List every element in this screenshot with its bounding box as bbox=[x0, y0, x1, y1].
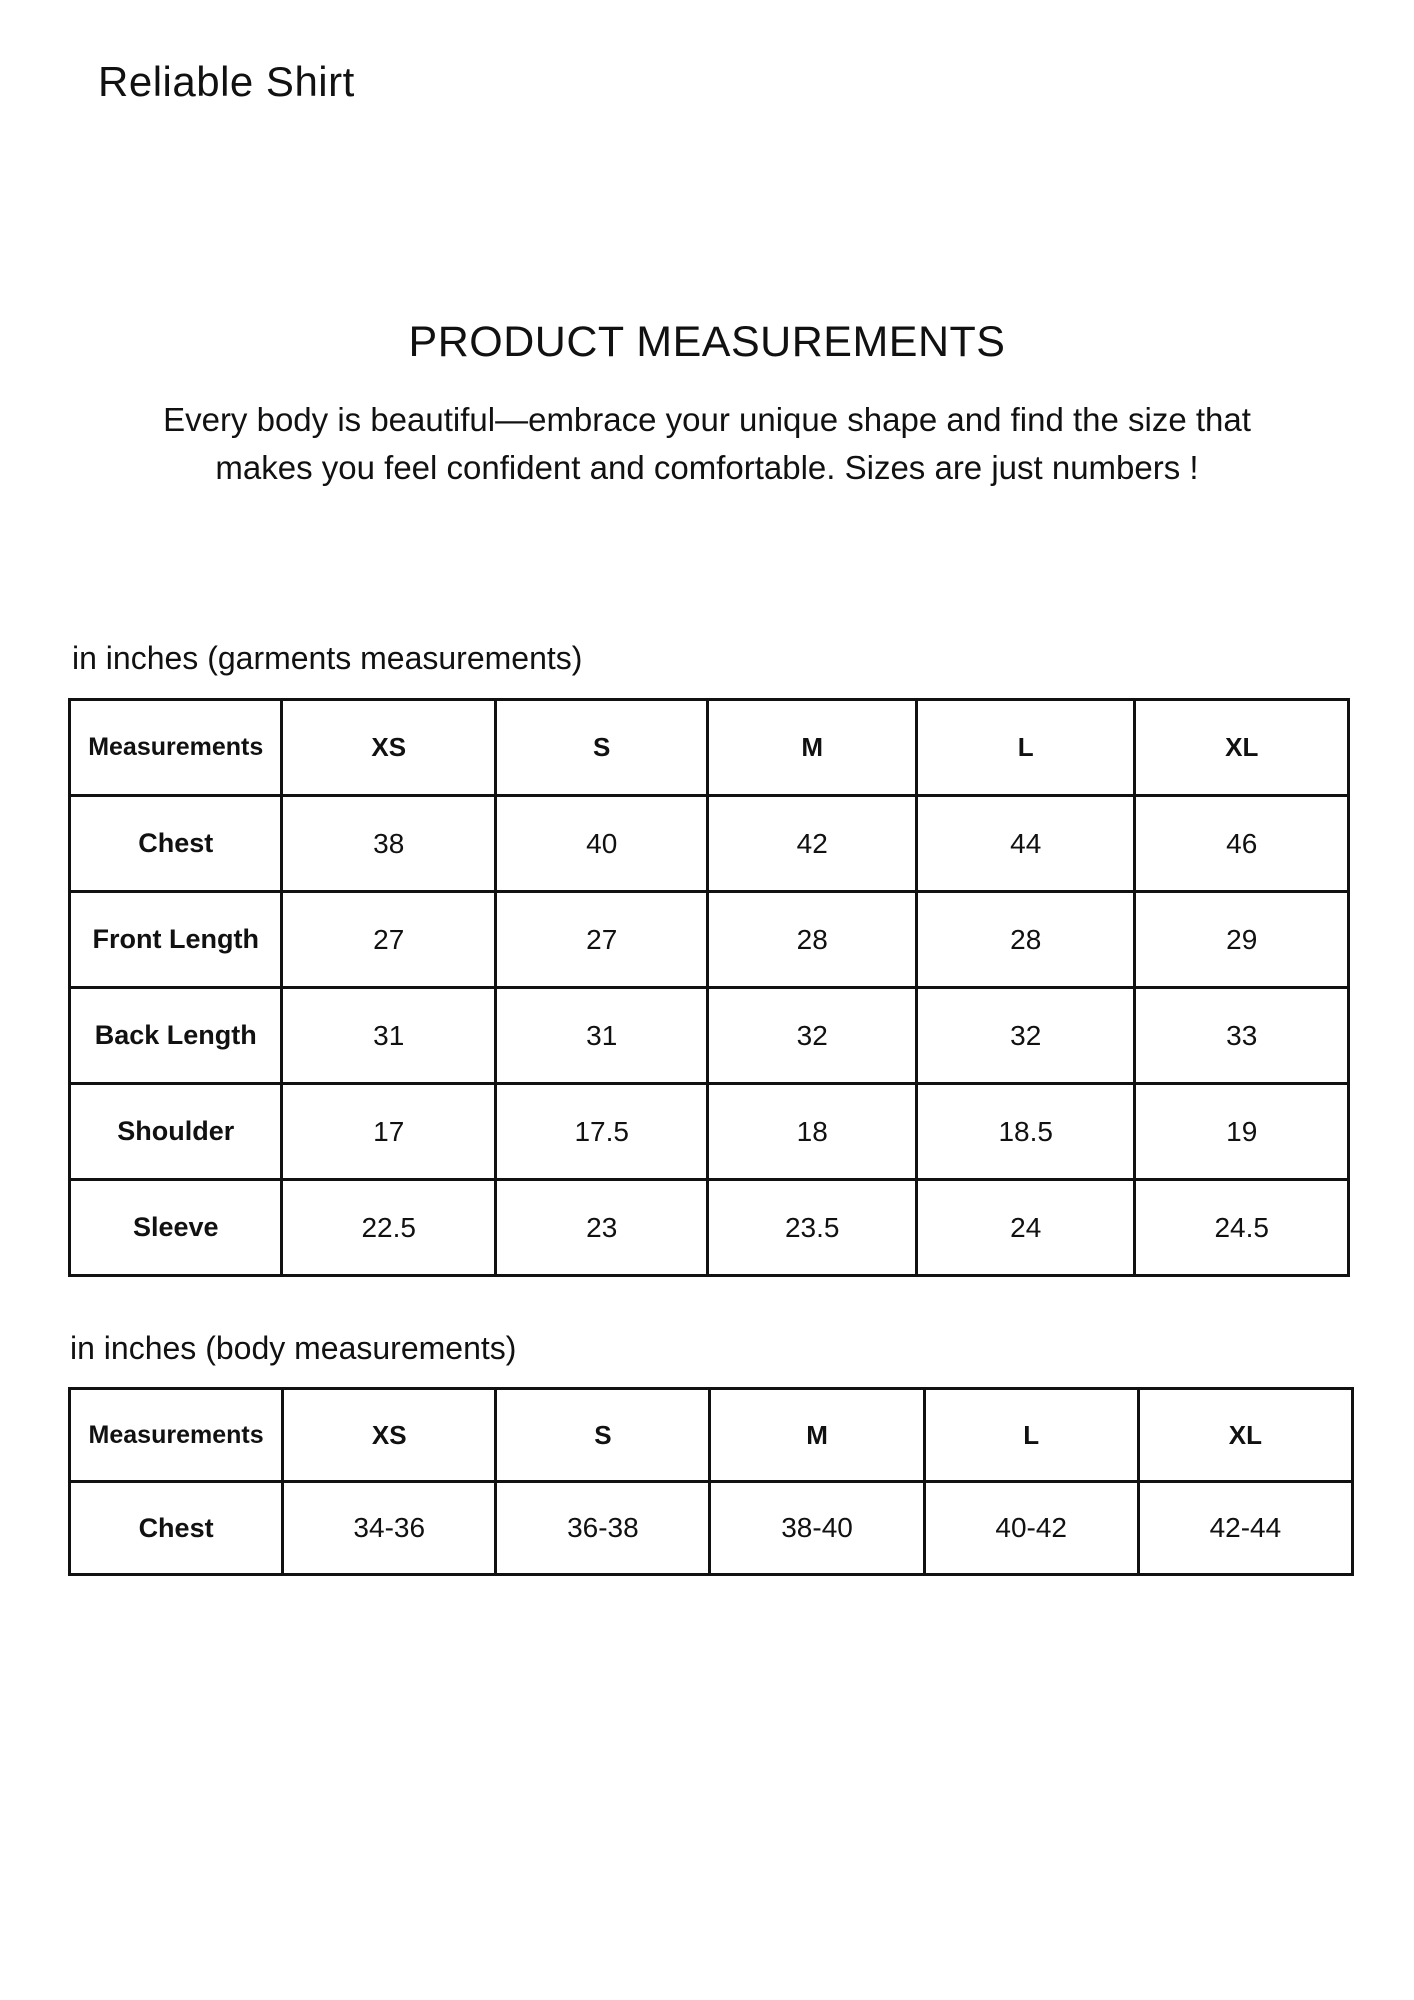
table-cell: 40 bbox=[495, 796, 707, 892]
table-cell: 19 bbox=[1135, 1084, 1349, 1180]
table-cell: 34-36 bbox=[283, 1482, 496, 1575]
page-title: PRODUCT MEASUREMENTS bbox=[408, 318, 1006, 366]
table-cell: 27 bbox=[495, 892, 707, 988]
column-header: Measurements bbox=[70, 1389, 283, 1482]
table-cell: 17 bbox=[282, 1084, 496, 1180]
row-header: Chest bbox=[70, 796, 282, 892]
table-row bbox=[70, 988, 1349, 1084]
table-header-row bbox=[70, 700, 1349, 796]
table-cell: 44 bbox=[916, 796, 1135, 892]
row-header: Sleeve bbox=[70, 1180, 282, 1276]
column-header: L bbox=[916, 700, 1135, 796]
table-cell: 42 bbox=[708, 796, 916, 892]
subtitle-line-1: Every body is beautiful—embrace your unique shape and find the size that bbox=[163, 401, 1251, 438]
table-cell: 23.5 bbox=[708, 1180, 916, 1276]
table-row bbox=[70, 1084, 1349, 1180]
body-table-caption: in inches (body measurements) bbox=[70, 1330, 517, 1366]
column-header: L bbox=[924, 1389, 1138, 1482]
table-cell: 36-38 bbox=[496, 1482, 710, 1575]
table-row bbox=[70, 1180, 1349, 1276]
column-header: S bbox=[495, 700, 707, 796]
row-header: Shoulder bbox=[70, 1084, 282, 1180]
column-header: XS bbox=[282, 700, 496, 796]
table-cell: 29 bbox=[1135, 892, 1349, 988]
table-cell: 17.5 bbox=[495, 1084, 707, 1180]
page-subtitle bbox=[140, 396, 1274, 492]
table-cell: 38 bbox=[282, 796, 496, 892]
column-header: S bbox=[496, 1389, 710, 1482]
table-cell: 38-40 bbox=[710, 1482, 924, 1575]
table-row bbox=[70, 892, 1349, 988]
table-cell: 31 bbox=[495, 988, 707, 1084]
table-cell: 32 bbox=[916, 988, 1135, 1084]
row-header: Back Length bbox=[70, 988, 282, 1084]
table-cell: 24 bbox=[916, 1180, 1135, 1276]
table-header-row bbox=[70, 1389, 1353, 1482]
table-cell: 31 bbox=[282, 988, 496, 1084]
column-header: XS bbox=[283, 1389, 496, 1482]
table-cell: 28 bbox=[916, 892, 1135, 988]
garment-table-caption: in inches (garments measurements) bbox=[72, 640, 583, 676]
garment-measurements-table bbox=[68, 698, 1350, 1277]
subtitle-line-2: makes you feel confident and comfortable. Sizes are just numbers ! bbox=[215, 449, 1199, 486]
body-measurements-table bbox=[68, 1387, 1354, 1576]
column-header: M bbox=[710, 1389, 924, 1482]
table-cell: 24.5 bbox=[1135, 1180, 1349, 1276]
table-cell: 42-44 bbox=[1138, 1482, 1352, 1575]
table-cell: 18.5 bbox=[916, 1084, 1135, 1180]
table-cell: 18 bbox=[708, 1084, 916, 1180]
column-header: Measurements bbox=[70, 700, 282, 796]
table-cell: 33 bbox=[1135, 988, 1349, 1084]
table-cell: 22.5 bbox=[282, 1180, 496, 1276]
table-row bbox=[70, 1482, 1353, 1575]
table-cell: 28 bbox=[708, 892, 916, 988]
row-header: Chest bbox=[70, 1482, 283, 1575]
row-header: Front Length bbox=[70, 892, 282, 988]
table-cell: 23 bbox=[495, 1180, 707, 1276]
column-header: XL bbox=[1135, 700, 1349, 796]
table-cell: 32 bbox=[708, 988, 916, 1084]
table-cell: 27 bbox=[282, 892, 496, 988]
column-header: XL bbox=[1138, 1389, 1352, 1482]
column-header: M bbox=[708, 700, 916, 796]
table-cell: 40-42 bbox=[924, 1482, 1138, 1575]
table-cell: 46 bbox=[1135, 796, 1349, 892]
brand-name: Reliable Shirt bbox=[98, 58, 355, 105]
table-row bbox=[70, 796, 1349, 892]
